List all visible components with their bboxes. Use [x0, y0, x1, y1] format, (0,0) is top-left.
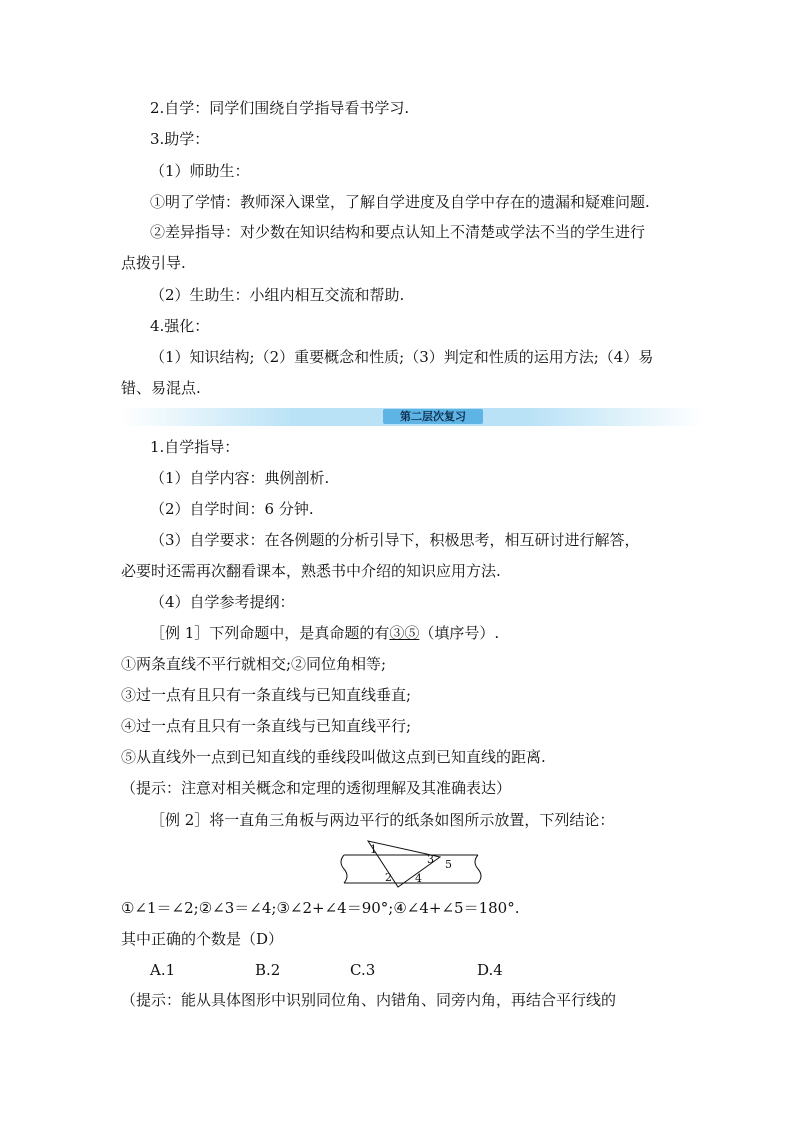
choice-c: C.3: [350, 961, 376, 979]
section-banner: [121, 408, 703, 426]
example-2-statements: ①∠1＝∠2;②∠3＝∠4;③∠2+∠4＝90°;④∠4+∠5＝180°.: [121, 899, 520, 917]
angle-label-2: 2: [385, 871, 392, 884]
example-1-question: [150, 623, 499, 643]
self-study-content: （1）自学内容：典例剖析.: [150, 469, 330, 487]
example-1-hint: （提示：注意对相关概念和定理的透彻理解及其准确表达）: [121, 779, 512, 797]
example-1-prefix: ［例 1］下列命题中，是真命题的有: [150, 624, 390, 642]
angle-label-1: 1: [370, 843, 377, 856]
example-1-suffix: （填序号）.: [419, 624, 500, 642]
self-study-time: （2）自学时间：6 分钟.: [150, 500, 314, 518]
section-banner-title: 第二层次复习: [383, 409, 483, 424]
step-4-strengthen: 4.强化：: [150, 317, 210, 335]
self-study-requirement-line1: （3）自学要求：在各例题的分析引导下，积极思考，相互研讨进行解答，: [150, 531, 640, 549]
self-study-guide-heading: 1.自学指导：: [150, 438, 240, 456]
choice-d: D.4: [477, 961, 503, 979]
step-2-self-study: 2.自学：同学们围绕自学指导看书学习.: [150, 99, 410, 117]
student-helps-student: （2）生助生：小组内相互交流和帮助.: [150, 286, 405, 304]
angle-label-4: 4: [415, 872, 422, 885]
example-1-statement-5: ⑤从直线外一点到已知直线的垂线段叫做这点到已知直线的距离.: [121, 748, 546, 766]
strip-left-end: [341, 855, 347, 883]
choice-b: B.2: [255, 961, 281, 979]
step-3-assist: 3.助学：: [150, 130, 210, 148]
example-1-statement-4: ④过一点有且只有一条直线与已知直线平行;: [121, 717, 412, 735]
know-learning-status: ①明了学情：教师深入课堂，了解自学进度及自学中存在的遗漏和疑难问题.: [150, 193, 650, 211]
example-1-statements-1-2: ①两条直线不平行就相交;②同位角相等;: [121, 655, 387, 673]
self-study-outline: （4）自学参考提纲：: [150, 593, 295, 611]
strip-right-end: [475, 855, 481, 883]
strengthen-items-line2: 错、易混点.: [121, 379, 201, 397]
differential-guidance-line1: ②差异指导：对少数在知识结构和要点认知上不清楚或学法不当的学生进行: [150, 223, 646, 241]
example-1-answer: ③⑤: [389, 624, 420, 642]
strengthen-items-line1: （1）知识结构;（2）重要概念和性质;（3）判定和性质的运用方法;（4）易: [150, 348, 654, 366]
example-2-hint: （提示：能从具体图形中识别同位角、内错角、同旁内角，再结合平行线的: [121, 991, 617, 1009]
choice-a: A.1: [150, 961, 176, 979]
triangle-strip-figure: [330, 835, 490, 895]
teacher-helps-student: （1）师助生：: [150, 162, 250, 180]
angle-label-3: 3: [427, 853, 434, 866]
differential-guidance-line2: 点拨引导.: [121, 254, 186, 272]
self-study-requirement-line2: 必要时还需再次翻看课本，熟悉书中介绍的知识应用方法.: [121, 562, 501, 580]
example-2-prompt: 其中正确的个数是（D）: [121, 930, 284, 948]
angle-label-5: 5: [445, 858, 452, 871]
example-2-question: ［例 2］将一直角三角板与两边平行的纸条如图所示放置，下列结论：: [150, 811, 615, 829]
example-1-statement-3: ③过一点有且只有一条直线与已知直线垂直;: [121, 686, 412, 704]
